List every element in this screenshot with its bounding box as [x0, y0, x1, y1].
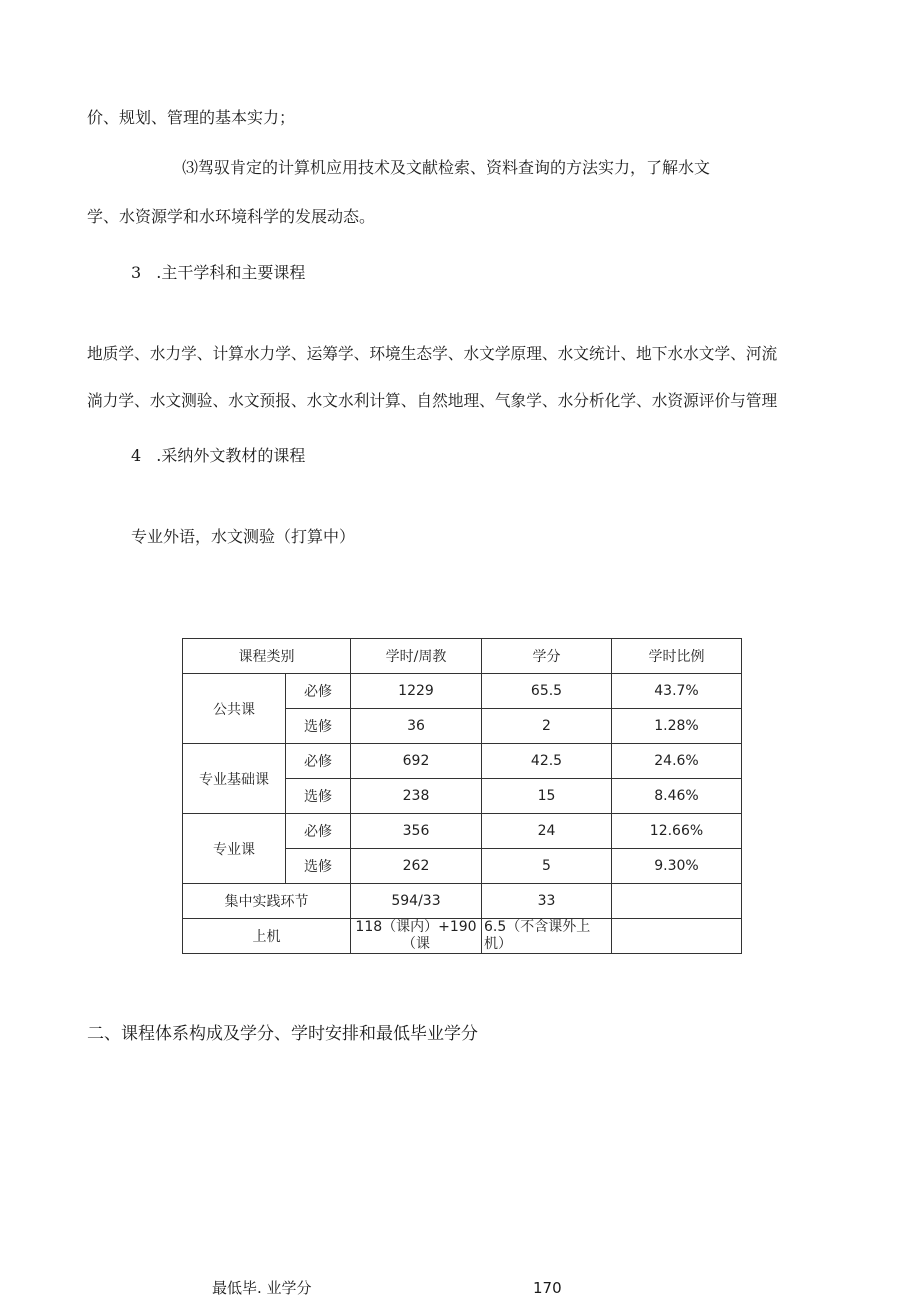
group-name: 公共课	[183, 674, 286, 744]
course-type: 必修	[286, 814, 351, 849]
footer-label: 最低毕. 业学分	[212, 1279, 312, 1297]
footer-value: 170	[533, 1279, 562, 1297]
course-type: 必修	[286, 744, 351, 779]
computer-name: 上机	[183, 919, 351, 954]
credits-cell: 42.5	[482, 744, 612, 779]
ratio-cell: 12.66%	[612, 814, 742, 849]
paragraph-line: 价、规划、管理的基本实力；	[87, 108, 296, 127]
course-type: 必修	[286, 674, 351, 709]
ratio-cell: 1.28%	[612, 709, 742, 744]
hours-cell: 262	[351, 849, 482, 884]
hours-cell: 118（课内）+190（课	[351, 919, 482, 954]
course-type: 选修	[286, 709, 351, 744]
header-credits: 学分	[482, 639, 612, 674]
practice-name: 集中实践环节	[183, 884, 351, 919]
hours-cell: 594/33	[351, 884, 482, 919]
hours-cell: 36	[351, 709, 482, 744]
credits-cell: 2	[482, 709, 612, 744]
paragraph-line: ⑶驾驭肯定的计算机应用技术及文献检索、资料查询的方法实力，了解水文	[182, 158, 711, 177]
table-row	[183, 919, 742, 954]
group-name: 专业基础课	[183, 744, 286, 814]
group-name: 专业课	[183, 814, 286, 884]
ratio-cell: 24.6%	[612, 744, 742, 779]
credits-cell: 15	[482, 779, 612, 814]
credits-cell: 33	[482, 884, 612, 919]
course-list-line: 淌力学、水文测验、水文预报、水文水利计算、自然地理、气象学、水分析化学、水资源评价与管理	[87, 391, 778, 410]
section-heading-3	[131, 263, 305, 283]
credits-cell: 24	[482, 814, 612, 849]
ratio-cell: 9.30%	[612, 849, 742, 884]
section-number: 3	[131, 263, 142, 282]
foreign-course-line: 专业外语，水文测验（打算中）	[131, 527, 356, 546]
course-type: 选修	[286, 849, 351, 884]
ratio-cell: 43.7%	[612, 674, 742, 709]
course-list-line: 地质学、水力学、计算水力学、运筹学、环境生态学、水文学原理、水文统计、地下水水文学、河流	[87, 344, 778, 363]
hours-cell: 1229	[351, 674, 482, 709]
credits-cell: 5	[482, 849, 612, 884]
credits-cell: 65.5	[482, 674, 612, 709]
credit-hours-table	[182, 638, 742, 954]
header-category: 课程类别	[183, 639, 351, 674]
paragraph-line: 学、水资源学和水环境科学的发展动态。	[87, 207, 376, 226]
header-ratio: 学时比例	[612, 639, 742, 674]
hours-cell: 692	[351, 744, 482, 779]
ratio-cell: 8.46%	[612, 779, 742, 814]
section-number: 4	[131, 446, 142, 465]
ratio-cell	[612, 919, 742, 954]
section-title: .主干学科和主要课程	[156, 263, 306, 282]
table-row	[183, 744, 742, 779]
table-row	[183, 884, 742, 919]
table-row	[183, 814, 742, 849]
section-title: .采纳外文教材的课程	[156, 446, 306, 465]
hours-cell: 356	[351, 814, 482, 849]
course-type: 选修	[286, 779, 351, 814]
table-header-row	[183, 639, 742, 674]
section-heading-2: 二、课程体系构成及学分、学时安排和最低毕业学分	[87, 1024, 478, 1044]
hours-cell: 238	[351, 779, 482, 814]
header-hours: 学时/周教	[351, 639, 482, 674]
credits-cell: 6.5（不含课外上机）	[482, 919, 612, 954]
ratio-cell	[612, 884, 742, 919]
section-heading-4	[131, 446, 305, 466]
table-row	[183, 674, 742, 709]
